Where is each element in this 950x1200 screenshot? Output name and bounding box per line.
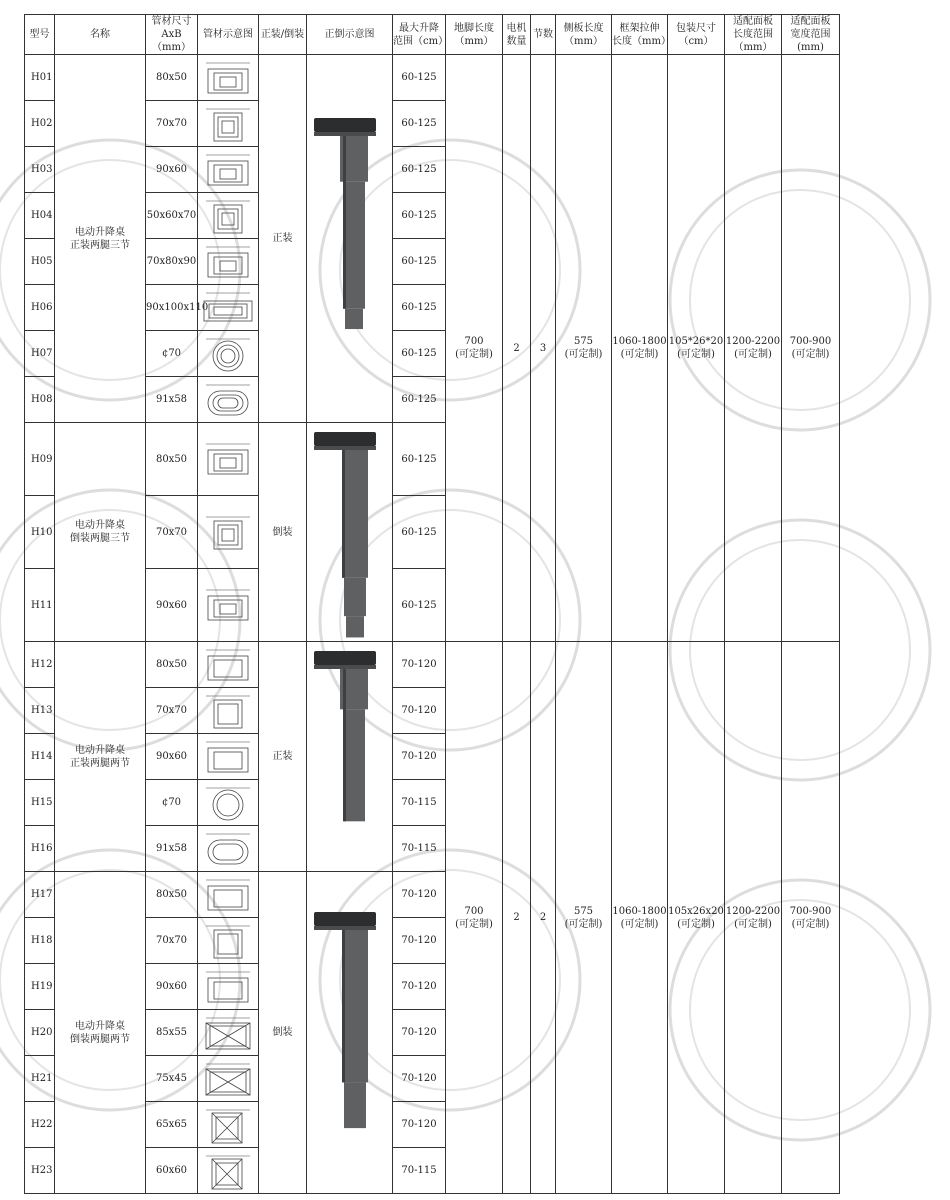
tube-sketch-cell — [198, 147, 259, 193]
tube-sketch-cell — [198, 569, 259, 642]
cell-line: (可定制) — [455, 918, 493, 930]
lift-range-cell: 70-120 — [393, 918, 446, 964]
foot-length-cell — [446, 642, 503, 1194]
tube-sketch-icon — [200, 968, 256, 1006]
desk-leg-image — [310, 426, 390, 639]
model-cell: H19 — [25, 964, 55, 1010]
cell-line: (可定制) — [791, 918, 830, 930]
model-cell: H13 — [25, 688, 55, 734]
tube-size-cell: 91x58 — [146, 826, 198, 872]
tube-size-cell: 75x45 — [146, 1056, 198, 1102]
cell-line: 700 — [464, 336, 484, 347]
tube-sketch-icon — [200, 513, 256, 551]
lift-range-cell: 70-115 — [393, 826, 446, 872]
cell-line: 1060-1800 — [612, 905, 667, 917]
foot-length-cell — [446, 55, 503, 642]
motor-count-cell: 2 — [503, 55, 531, 642]
model-cell: H12 — [25, 642, 55, 688]
mount-sketch-cell — [307, 423, 393, 642]
model-cell: H04 — [25, 193, 55, 239]
model-cell: H23 — [25, 1148, 55, 1194]
tube-sketch-cell — [198, 826, 259, 872]
table-row — [25, 55, 840, 101]
cell-line: 正装两腿两节 — [70, 757, 130, 769]
desk-leg-image — [310, 906, 390, 1160]
cell-line: (可定制) — [620, 349, 659, 360]
tube-sketch-icon — [200, 1014, 256, 1052]
tube-size-cell: ¢70 — [146, 331, 198, 377]
cell-line: 电动升降桌 — [75, 226, 125, 238]
tube-sketch-icon — [200, 105, 256, 143]
lift-range-cell: 60-125 — [393, 101, 446, 147]
frame-stretch-cell — [612, 55, 668, 642]
model-cell: H03 — [25, 147, 55, 193]
tube-sketch-cell — [198, 780, 259, 826]
tube-sketch-cell — [198, 642, 259, 688]
cell-line: 700-900 — [789, 905, 832, 917]
model-cell: H14 — [25, 734, 55, 780]
header-panel-length: 适配面板 长度范围 （mm） — [725, 15, 782, 55]
header-mount-sketch: 正倒示意图 — [307, 15, 393, 55]
lift-range-cell: 70-115 — [393, 1148, 446, 1194]
tube-sketch-cell — [198, 377, 259, 423]
lift-range-cell: 60-125 — [393, 377, 446, 423]
tube-size-cell: 90x100x110 — [146, 285, 198, 331]
cell-line: (可定制) — [620, 918, 659, 930]
lift-range-cell: 60-125 — [393, 569, 446, 642]
tube-size-cell: 60x60 — [146, 1148, 198, 1194]
product-name-cell — [55, 642, 146, 872]
lift-range-cell: 60-125 — [393, 285, 446, 331]
tube-sketch-icon — [200, 289, 256, 327]
header-sections: 节数 — [531, 15, 556, 55]
tube-sketch-icon — [200, 1060, 256, 1098]
tube-size-cell: 90x60 — [146, 147, 198, 193]
side-length-cell — [556, 55, 612, 642]
lift-range-cell: 60-125 — [393, 55, 446, 101]
header-lift-range: 最大升降 范围（cm） — [393, 15, 446, 55]
tube-sketch-icon — [200, 876, 256, 914]
tube-size-cell: 70x70 — [146, 688, 198, 734]
header-mount: 正装/倒装 — [259, 15, 307, 55]
tube-size-cell: 90x60 — [146, 734, 198, 780]
model-cell: H22 — [25, 1102, 55, 1148]
lift-range-cell: 60-125 — [393, 193, 446, 239]
mount-sketch-cell — [307, 872, 393, 1194]
lift-range-cell: 70-120 — [393, 734, 446, 780]
motor-count-cell: 2 — [503, 642, 531, 1194]
package-size-cell — [668, 55, 725, 642]
lift-range-cell: 70-120 — [393, 1102, 446, 1148]
lift-range-cell: 70-120 — [393, 872, 446, 918]
panel-length-cell — [725, 55, 782, 642]
tube-size-cell: 70x70 — [146, 496, 198, 569]
model-cell: H20 — [25, 1010, 55, 1056]
model-cell: H21 — [25, 1056, 55, 1102]
tube-size-cell: 80x50 — [146, 872, 198, 918]
lift-range-cell: 70-120 — [393, 964, 446, 1010]
tube-sketch-icon — [200, 1152, 256, 1190]
tube-sketch-cell — [198, 1010, 259, 1056]
cell-line: 575 — [573, 905, 594, 917]
header-tube-sketch: 管材示意图 — [198, 15, 259, 55]
cell-line: (可定制) — [677, 349, 715, 360]
model-cell: H05 — [25, 239, 55, 285]
tube-sketch-cell — [198, 496, 259, 569]
tube-sketch-icon — [200, 692, 256, 730]
lift-range-cell: 60-125 — [393, 331, 446, 377]
cell-line: (可定制) — [455, 349, 493, 360]
tube-sketch-cell — [198, 101, 259, 147]
tube-size-cell: 80x50 — [146, 642, 198, 688]
mount-sketch-cell — [307, 55, 393, 423]
header-name: 名称 — [55, 15, 146, 55]
cell-line: 倒装两腿两节 — [70, 1033, 130, 1045]
tube-size-cell: 90x60 — [146, 569, 198, 642]
model-cell: H06 — [25, 285, 55, 331]
section-count-cell: 3 — [531, 55, 556, 642]
frame-stretch-cell — [612, 642, 668, 1194]
section-count-cell: 2 — [531, 642, 556, 1194]
cell-line: 105x26x20 — [668, 905, 724, 917]
header-package: 包装尺寸 （cm） — [668, 15, 725, 55]
header-frame-stretch: 框架拉伸 长度（mm） — [612, 15, 668, 55]
cell-line: (可定制) — [677, 918, 715, 930]
header-foot-length: 地脚长度 （mm） — [446, 15, 503, 55]
tube-sketch-cell — [198, 688, 259, 734]
model-cell: H18 — [25, 918, 55, 964]
tube-sketch-cell — [198, 1148, 259, 1194]
cell-line: 575 — [573, 336, 594, 347]
tube-sketch-cell — [198, 918, 259, 964]
cell-line: 1060-1800 — [612, 336, 667, 347]
cell-line: (可定制) — [564, 349, 603, 360]
cell-line: 电动升降桌 — [75, 520, 125, 531]
header-row — [25, 15, 840, 55]
panel-width-cell — [782, 55, 840, 642]
panel-width-cell — [782, 642, 840, 1194]
model-cell: H08 — [25, 377, 55, 423]
mount-type-cell: 正装 — [259, 55, 307, 423]
lift-range-cell: 70-120 — [393, 642, 446, 688]
tube-size-cell: 50x60x70 — [146, 193, 198, 239]
header-panel-width: 适配面板 宽度范围 (mm) — [782, 15, 840, 55]
cell-line: 700 — [464, 905, 484, 917]
tube-sketch-icon — [200, 197, 256, 235]
lift-range-cell: 60-125 — [393, 239, 446, 285]
lift-range-cell: 60-125 — [393, 423, 446, 496]
model-cell: H02 — [25, 101, 55, 147]
tube-size-cell: 70x70 — [146, 918, 198, 964]
tube-sketch-icon — [200, 784, 256, 822]
cell-line: 正装两腿三节 — [70, 239, 130, 251]
tube-sketch-cell — [198, 423, 259, 496]
table-row — [25, 642, 840, 688]
tube-size-cell: 90x60 — [146, 964, 198, 1010]
header-side-length: 侧板长度 （mm） — [556, 15, 612, 55]
cell-line: 电动升降桌 — [75, 1020, 125, 1032]
tube-sketch-icon — [200, 738, 256, 776]
model-cell: H17 — [25, 872, 55, 918]
model-cell: H01 — [25, 55, 55, 101]
tube-sketch-icon — [200, 646, 256, 684]
model-cell: H11 — [25, 569, 55, 642]
model-cell: H09 — [25, 423, 55, 496]
tube-size-cell: 80x50 — [146, 423, 198, 496]
mount-type-cell: 倒装 — [259, 872, 307, 1194]
product-name-cell — [55, 423, 146, 642]
package-size-cell — [668, 642, 725, 1194]
tube-sketch-icon — [200, 586, 256, 624]
side-length-cell — [556, 642, 612, 1194]
cell-line: (可定制) — [734, 918, 772, 930]
tube-size-cell: 91x58 — [146, 377, 198, 423]
tube-sketch-cell — [198, 1102, 259, 1148]
mount-type-cell: 正装 — [259, 642, 307, 872]
cell-line: (可定制) — [734, 349, 772, 360]
tube-sketch-icon — [200, 381, 256, 419]
spec-table — [24, 14, 840, 1194]
lift-range-cell: 70-115 — [393, 780, 446, 826]
tube-sketch-icon — [200, 440, 256, 478]
cell-line: 700-900 — [789, 336, 832, 347]
tube-sketch-icon — [200, 1106, 256, 1144]
tube-sketch-cell — [198, 193, 259, 239]
header-tube-size: 管材尺寸 AxB（mm） — [146, 15, 198, 55]
lift-range-cell: 70-120 — [393, 688, 446, 734]
header-model: 型号 — [25, 15, 55, 55]
model-cell: H07 — [25, 331, 55, 377]
cell-line: (可定制) — [564, 918, 603, 930]
lift-range-cell: 60-125 — [393, 496, 446, 569]
model-cell: H16 — [25, 826, 55, 872]
tube-size-cell: 70x70 — [146, 101, 198, 147]
cell-line: (可定制) — [791, 349, 830, 360]
tube-size-cell: 80x50 — [146, 55, 198, 101]
lift-range-cell: 70-120 — [393, 1010, 446, 1056]
tube-sketch-icon — [200, 922, 256, 960]
tube-sketch-cell — [198, 872, 259, 918]
model-cell: H10 — [25, 496, 55, 569]
cell-line: 电动升降桌 — [75, 744, 125, 756]
cell-line: 倒装两腿三节 — [70, 533, 130, 544]
tube-sketch-cell — [198, 734, 259, 780]
tube-sketch-icon — [200, 830, 256, 868]
panel-length-cell — [725, 642, 782, 1194]
cell-line: 1200-2200 — [725, 905, 781, 917]
desk-leg-image — [310, 112, 390, 366]
model-cell: H15 — [25, 780, 55, 826]
header-motors: 电机 数量 — [503, 15, 531, 55]
tube-size-cell: ¢70 — [146, 780, 198, 826]
tube-sketch-icon — [200, 335, 256, 373]
tube-size-cell: 70x80x90 — [146, 239, 198, 285]
desk-leg-image — [310, 645, 390, 869]
tube-sketch-icon — [200, 243, 256, 281]
tube-sketch-cell — [198, 331, 259, 377]
tube-size-cell: 65x65 — [146, 1102, 198, 1148]
tube-sketch-icon — [200, 151, 256, 189]
tube-size-cell: 85x55 — [146, 1010, 198, 1056]
tube-sketch-cell — [198, 239, 259, 285]
tube-sketch-icon — [200, 59, 256, 97]
mount-type-cell: 倒装 — [259, 423, 307, 642]
tube-sketch-cell — [198, 55, 259, 101]
product-name-cell — [55, 55, 146, 423]
cell-line: 105*26*20 — [668, 336, 724, 347]
cell-line: 1200-2200 — [725, 336, 781, 347]
tube-sketch-cell — [198, 1056, 259, 1102]
product-name-cell — [55, 872, 146, 1194]
lift-range-cell: 70-120 — [393, 1056, 446, 1102]
lift-range-cell: 60-125 — [393, 147, 446, 193]
tube-sketch-cell — [198, 964, 259, 1010]
mount-sketch-cell — [307, 642, 393, 872]
